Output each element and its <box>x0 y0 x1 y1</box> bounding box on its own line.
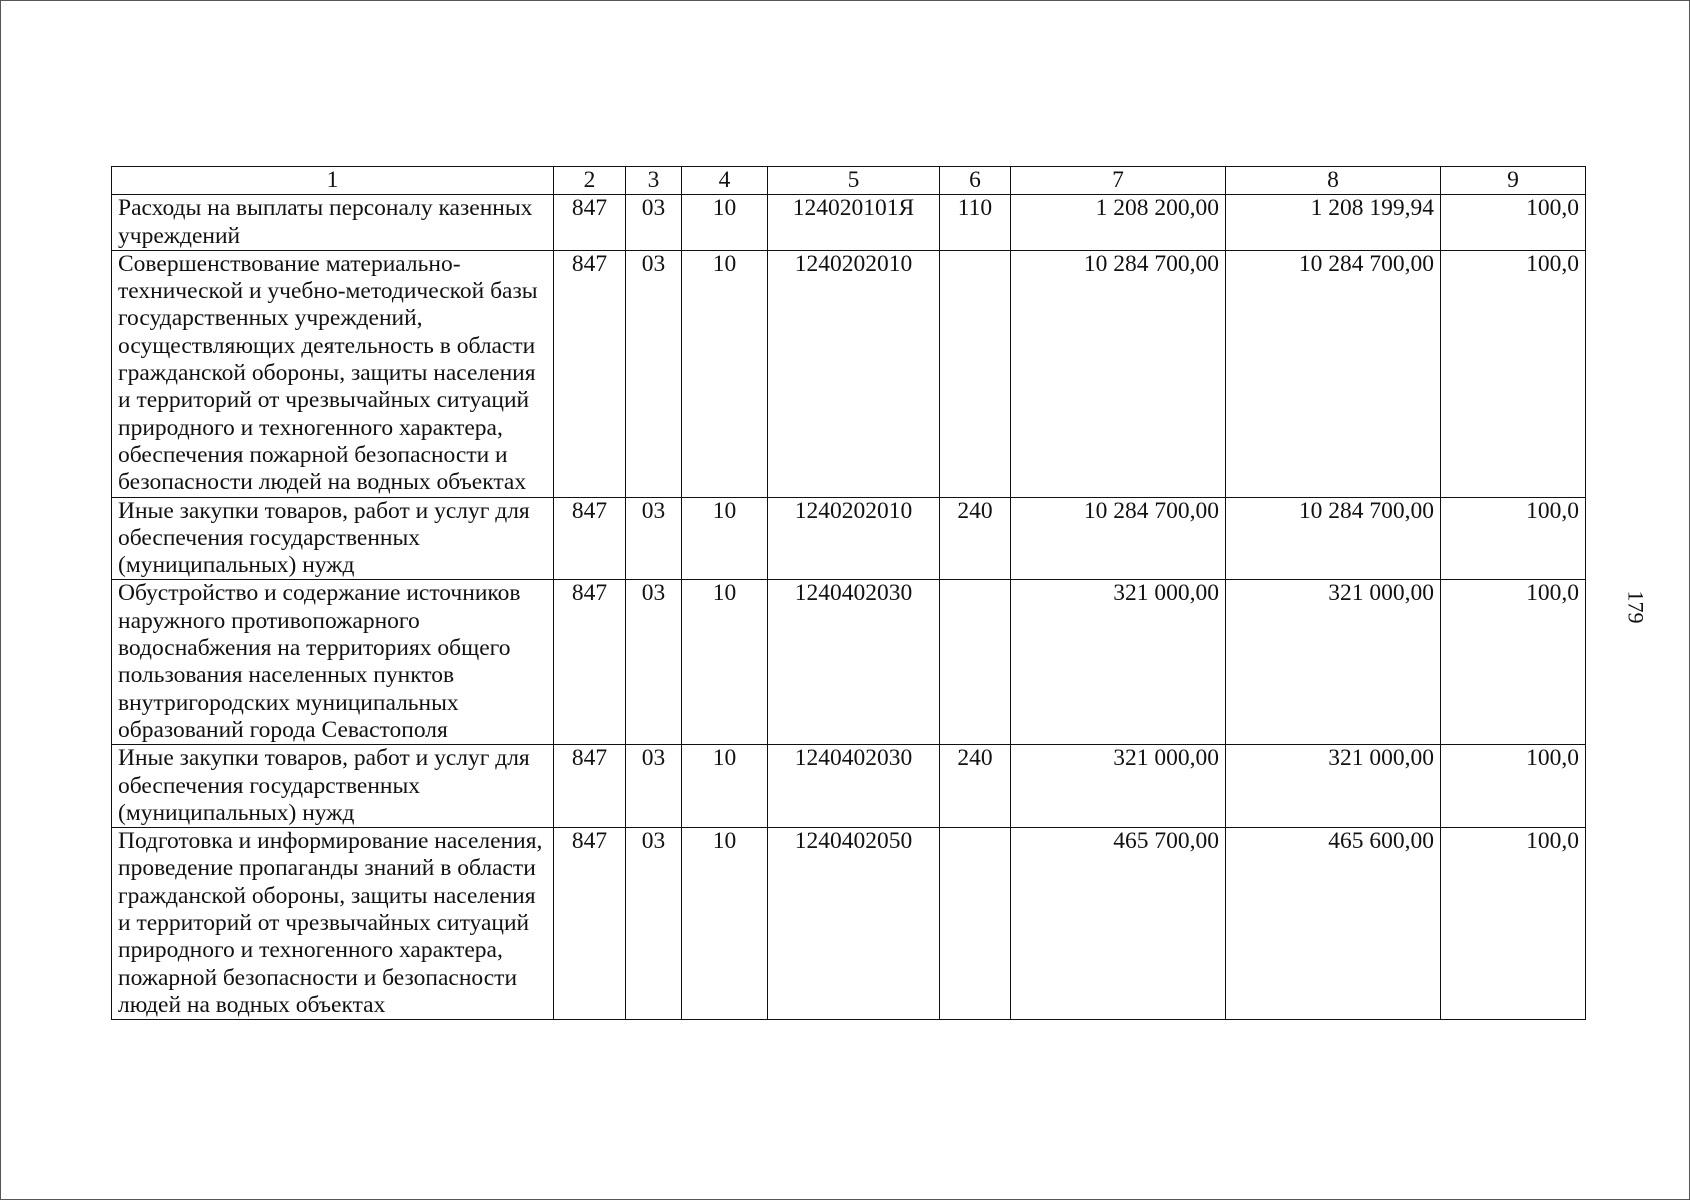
execution-percent: 100,0 <box>1441 250 1586 497</box>
target-article-code: 1240202010 <box>768 497 940 580</box>
target-article-code: 1240402030 <box>768 745 940 828</box>
subsection-code: 10 <box>682 580 768 745</box>
expense-type-code <box>940 580 1011 745</box>
expense-type-code: 240 <box>940 497 1011 580</box>
table-row <box>112 250 1586 497</box>
header-cell-5: 5 <box>768 167 940 195</box>
target-article-code: 124020101Я <box>768 195 940 251</box>
planned-amount: 10 284 700,00 <box>1011 497 1226 580</box>
expense-name: Совершенствование материально-технической и учебно-методической базы государственных учреждений, осуществляющих деятельность в области гражданской обороны, защиты населения и территорий от чрезвычайных ситуаций природного и техногенного характера, обеспечения пожарной безопасности и безопасности людей на водных объектах <box>112 250 554 497</box>
execution-percent: 100,0 <box>1441 195 1586 251</box>
target-article-code: 1240402050 <box>768 828 940 1020</box>
ministry-code: 847 <box>554 828 626 1020</box>
executed-amount: 10 284 700,00 <box>1226 250 1441 497</box>
target-article-code: 1240202010 <box>768 250 940 497</box>
target-article-code: 1240402030 <box>768 580 940 745</box>
expense-name: Подготовка и информирование населения, проведение пропаганды знаний в области гражданской обороны, защиты населения и территорий от чрезвычайных ситуаций природного и техногенного характера, пожарной безопасности и безопасности людей на водных объектах <box>112 828 554 1020</box>
section-code: 03 <box>626 250 682 497</box>
planned-amount: 465 700,00 <box>1011 828 1226 1020</box>
header-cell-3: 3 <box>626 167 682 195</box>
execution-percent: 100,0 <box>1441 497 1586 580</box>
executed-amount: 321 000,00 <box>1226 580 1441 745</box>
header-cell-7: 7 <box>1011 167 1226 195</box>
expense-type-code <box>940 250 1011 497</box>
executed-amount: 465 600,00 <box>1226 828 1441 1020</box>
ministry-code: 847 <box>554 580 626 745</box>
executed-amount: 1 208 199,94 <box>1226 195 1441 251</box>
planned-amount: 321 000,00 <box>1011 745 1226 828</box>
expense-type-code: 110 <box>940 195 1011 251</box>
section-code: 03 <box>626 745 682 828</box>
page-number: 179 <box>1623 590 1649 624</box>
table-row <box>112 580 1586 745</box>
expense-name: Иные закупки товаров, работ и услуг для обеспечения государственных (муниципальных) нужд <box>112 745 554 828</box>
execution-percent: 100,0 <box>1441 828 1586 1020</box>
header-cell-9: 9 <box>1441 167 1586 195</box>
section-code: 03 <box>626 828 682 1020</box>
header-cell-6: 6 <box>940 167 1011 195</box>
expense-name: Расходы на выплаты персоналу казенных учреждений <box>112 195 554 251</box>
execution-percent: 100,0 <box>1441 580 1586 745</box>
table-row <box>112 828 1586 1020</box>
subsection-code: 10 <box>682 497 768 580</box>
ministry-code: 847 <box>554 745 626 828</box>
expense-type-code <box>940 828 1011 1020</box>
budget-table <box>111 166 1586 1020</box>
section-code: 03 <box>626 580 682 745</box>
subsection-code: 10 <box>682 195 768 251</box>
expense-name: Иные закупки товаров, работ и услуг для обеспечения государственных (муниципальных) нужд <box>112 497 554 580</box>
ministry-code: 847 <box>554 195 626 251</box>
executed-amount: 10 284 700,00 <box>1226 497 1441 580</box>
table-row <box>112 745 1586 828</box>
subsection-code: 10 <box>682 828 768 1020</box>
planned-amount: 1 208 200,00 <box>1011 195 1226 251</box>
subsection-code: 10 <box>682 250 768 497</box>
ministry-code: 847 <box>554 250 626 497</box>
planned-amount: 321 000,00 <box>1011 580 1226 745</box>
header-cell-2: 2 <box>554 167 626 195</box>
expense-type-code: 240 <box>940 745 1011 828</box>
header-cell-1: 1 <box>112 167 554 195</box>
table-row <box>112 497 1586 580</box>
subsection-code: 10 <box>682 745 768 828</box>
execution-percent: 100,0 <box>1441 745 1586 828</box>
table-row <box>112 195 1586 251</box>
executed-amount: 321 000,00 <box>1226 745 1441 828</box>
expense-name: Обустройство и содержание источников наружного противопожарного водоснабжения на территориях общего пользования населенных пунктов внутригородских муниципальных образований города Севастополя <box>112 580 554 745</box>
header-row <box>112 167 1586 195</box>
section-code: 03 <box>626 497 682 580</box>
header-cell-8: 8 <box>1226 167 1441 195</box>
section-code: 03 <box>626 195 682 251</box>
planned-amount: 10 284 700,00 <box>1011 250 1226 497</box>
header-cell-4: 4 <box>682 167 768 195</box>
ministry-code: 847 <box>554 497 626 580</box>
